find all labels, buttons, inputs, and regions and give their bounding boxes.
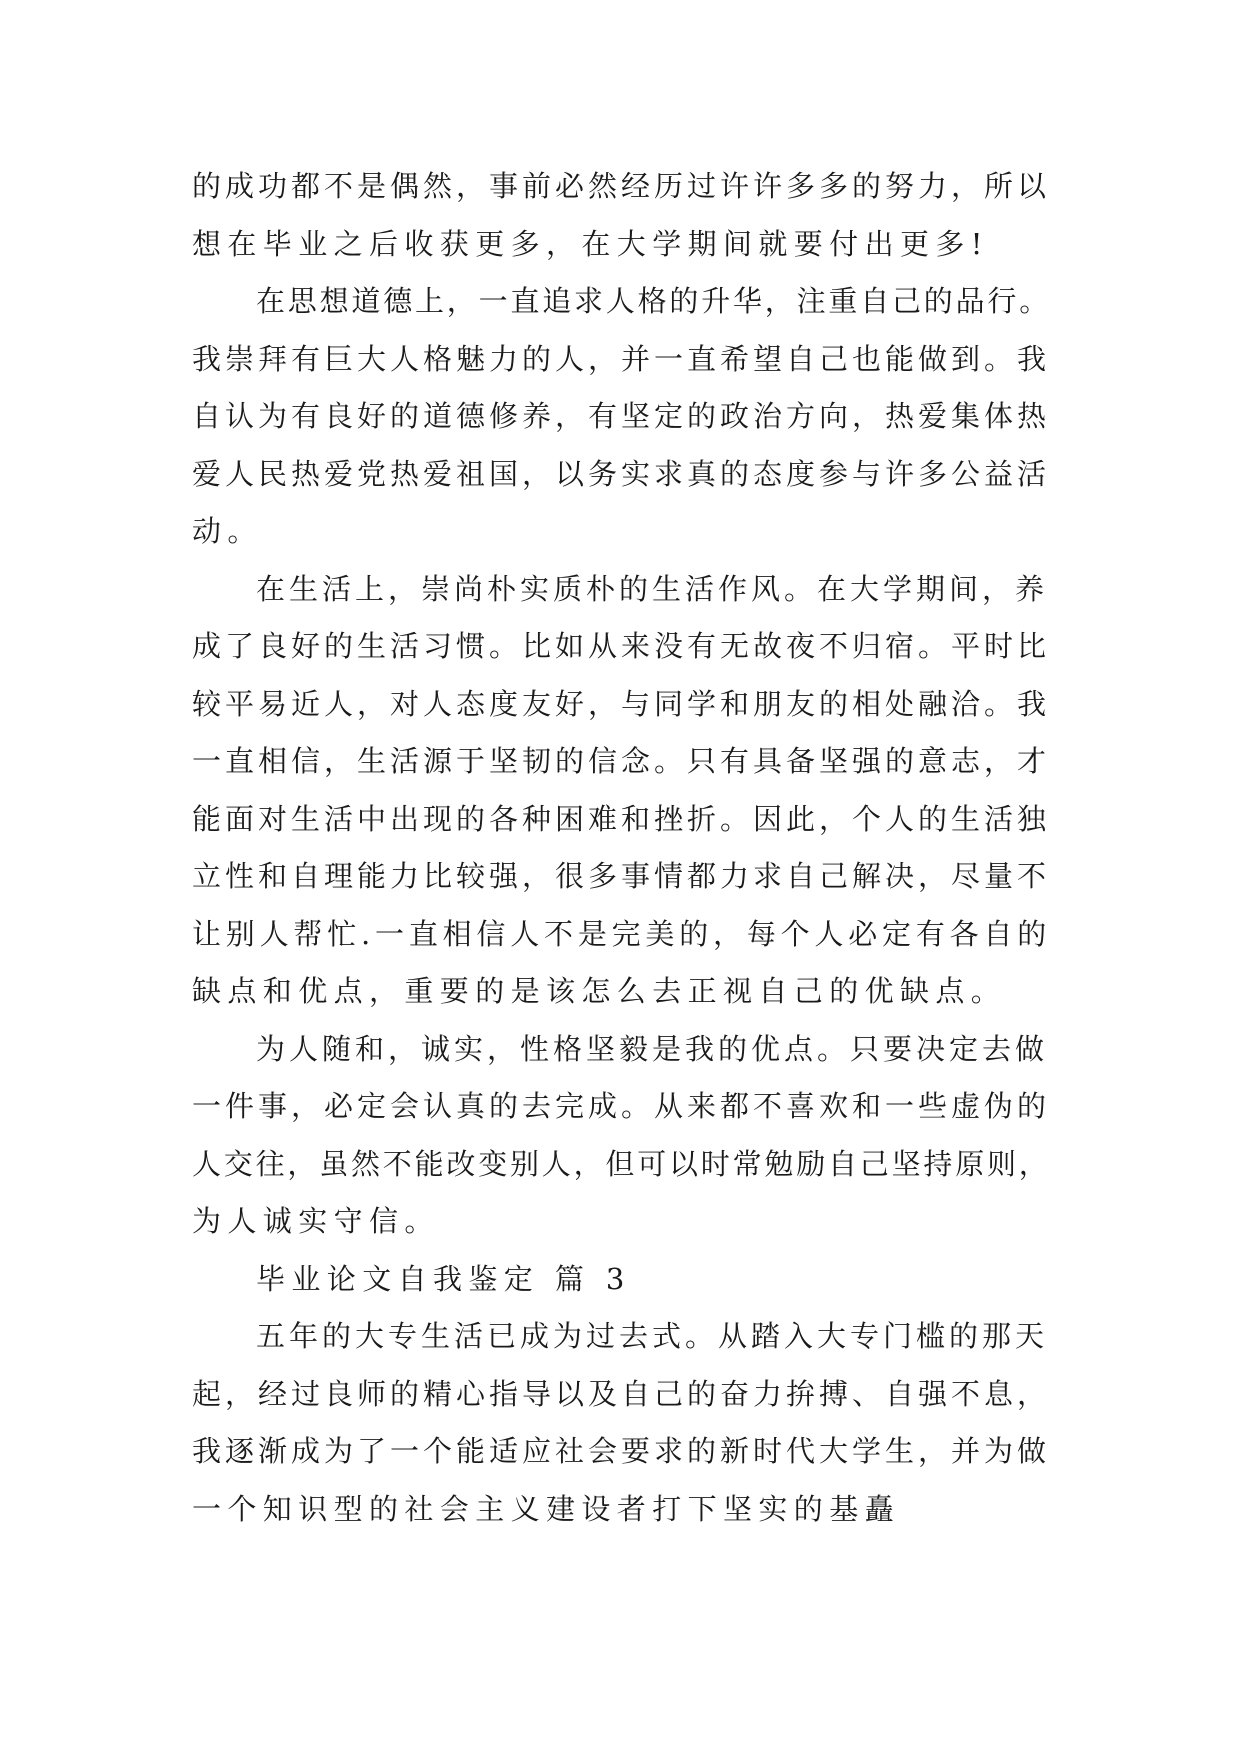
text-line: 为人诚实守信。 <box>192 1204 440 1238</box>
text-line: 一直相信，生活源于坚韧的信念。只有具备坚强的意志，才 <box>192 744 1051 778</box>
text-line: 毕业论文自我鉴定 篇 3 <box>256 1261 631 1296</box>
text-line: 成了良好的生活习惯。比如从来没有无故夜不归宿。平时比 <box>192 629 1051 663</box>
text-line: 爱人民热爱党热爱祖国，以务实求真的态度参与许多公益活 <box>192 456 1051 491</box>
text-line: 自认为有良好的道德修养，有坚定的政治方向，热爱集体热 <box>192 399 1051 433</box>
text-line: 想在毕业之后收获更多，在大学期间就要付出更多! <box>192 226 989 261</box>
text-line: 我逐渐成为了一个能适应社会要求的新时代大学生，并为做 <box>192 1434 1051 1468</box>
text-line: 动。 <box>192 514 263 548</box>
text-line: 的成功都不是偶然，事前必然经历过许许多多的努力，所以 <box>192 169 1051 203</box>
text-line: 一个知识型的社会主义建设者打下坚实的基矗 <box>192 1491 901 1526</box>
text-line: 让别人帮忙.一直相信人不是完美的，每个人必定有各自的 <box>192 916 1052 951</box>
text-line: 一件事，必定会认真的去完成。从来都不喜欢和一些虚伪的 <box>192 1089 1051 1123</box>
text-line: 人交往，虽然不能改变别人，但可以时常勉励自己坚持原则， <box>192 1146 1051 1181</box>
text-line: 能面对生活中出现的各种困难和挫折。因此，个人的生活独 <box>192 801 1051 836</box>
text-line: 五年的大专生活已成为过去式。从踏入大专门槛的那天 <box>256 1319 1049 1353</box>
text-line: 起，经过良师的精心指导以及自己的奋力拚搏、自强不息， <box>192 1376 1051 1411</box>
text-line: 立性和自理能力比较强，很多事情都力求自己解决，尽量不 <box>192 859 1051 893</box>
text-line: 我崇拜有巨大人格魅力的人，并一直希望自己也能做到。我 <box>192 341 1051 376</box>
text-line: 较平易近人，对人态度友好，与同学和朋友的相处融洽。我 <box>192 686 1051 721</box>
text-line: 缺点和优点，重要的是该怎么去正视自己的优缺点。 <box>192 974 1007 1008</box>
text-line: 在生活上，崇尚朴实质朴的生活作风。在大学期间，养 <box>256 571 1049 606</box>
text-line: 为人随和，诚实，性格坚毅是我的优点。只要决定去做 <box>256 1031 1049 1066</box>
text-line: 在思想道德上，一直追求人格的升华，注重自己的品行。 <box>256 284 1052 318</box>
document-body <box>192 158 1054 1538</box>
